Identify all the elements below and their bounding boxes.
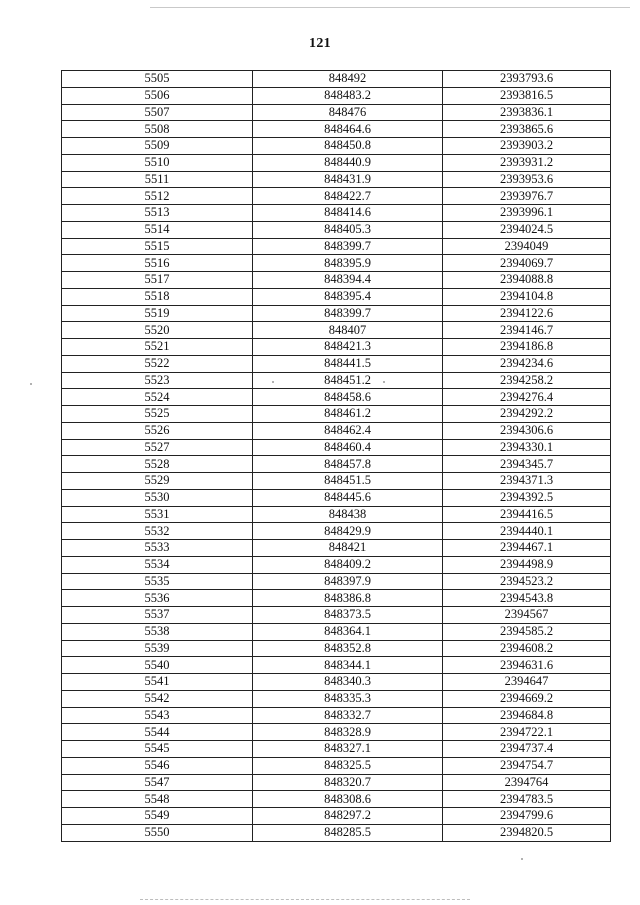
point-number-cell: 5543 bbox=[62, 707, 253, 724]
x-coordinate-cell: 848421.3 bbox=[253, 339, 443, 356]
point-number-cell: 5545 bbox=[62, 741, 253, 758]
point-number-cell: 5520 bbox=[62, 322, 253, 339]
table-row bbox=[62, 489, 611, 506]
x-coordinate-cell: 848422.7 bbox=[253, 188, 443, 205]
y-coordinate-cell: 2394392.5 bbox=[443, 489, 611, 506]
page-number: 121 bbox=[309, 36, 331, 51]
y-coordinate-cell: 2394186.8 bbox=[443, 339, 611, 356]
table-row bbox=[62, 422, 611, 439]
y-coordinate-cell: 2394345.7 bbox=[443, 456, 611, 473]
x-coordinate-cell: 848451.2 bbox=[253, 372, 443, 389]
table-row bbox=[62, 607, 611, 624]
table-row bbox=[62, 154, 611, 171]
table-row bbox=[62, 741, 611, 758]
x-coordinate-cell: 848464.6 bbox=[253, 121, 443, 138]
table-row bbox=[62, 623, 611, 640]
x-coordinate-cell: 848352.8 bbox=[253, 640, 443, 657]
y-coordinate-cell: 2394467.1 bbox=[443, 540, 611, 557]
point-number-cell: 5510 bbox=[62, 154, 253, 171]
table-row bbox=[62, 406, 611, 423]
y-coordinate-cell: 2394330.1 bbox=[443, 439, 611, 456]
table-row bbox=[62, 473, 611, 490]
table-row bbox=[62, 674, 611, 691]
x-coordinate-cell: 848399.7 bbox=[253, 238, 443, 255]
x-coordinate-cell: 848386.8 bbox=[253, 590, 443, 607]
x-coordinate-cell: 848340.3 bbox=[253, 674, 443, 691]
table-row bbox=[62, 439, 611, 456]
point-number-cell: 5516 bbox=[62, 255, 253, 272]
x-coordinate-cell: 848450.8 bbox=[253, 138, 443, 155]
point-number-cell: 5518 bbox=[62, 288, 253, 305]
point-number-cell: 5532 bbox=[62, 523, 253, 540]
x-coordinate-cell: 848395.9 bbox=[253, 255, 443, 272]
x-coordinate-cell: 848440.9 bbox=[253, 154, 443, 171]
table-row bbox=[62, 205, 611, 222]
table-row bbox=[62, 121, 611, 138]
point-number-cell: 5542 bbox=[62, 690, 253, 707]
scan-edge-line-top bbox=[150, 7, 630, 8]
point-number-cell: 5540 bbox=[62, 657, 253, 674]
y-coordinate-cell: 2394799.6 bbox=[443, 808, 611, 825]
y-coordinate-cell: 2394234.6 bbox=[443, 355, 611, 372]
point-number-cell: 5534 bbox=[62, 556, 253, 573]
y-coordinate-cell: 2394608.2 bbox=[443, 640, 611, 657]
y-coordinate-cell: 2393836.1 bbox=[443, 104, 611, 121]
table-row bbox=[62, 774, 611, 791]
point-number-cell: 5525 bbox=[62, 406, 253, 423]
point-number-cell: 5513 bbox=[62, 205, 253, 222]
x-coordinate-cell: 848297.2 bbox=[253, 808, 443, 825]
y-coordinate-cell: 2394684.8 bbox=[443, 707, 611, 724]
point-number-cell: 5535 bbox=[62, 573, 253, 590]
table-row bbox=[62, 104, 611, 121]
y-coordinate-cell: 2393976.7 bbox=[443, 188, 611, 205]
point-number-cell: 5521 bbox=[62, 339, 253, 356]
y-coordinate-cell: 2394585.2 bbox=[443, 623, 611, 640]
x-coordinate-cell: 848483.2 bbox=[253, 87, 443, 104]
point-number-cell: 5538 bbox=[62, 623, 253, 640]
x-coordinate-cell: 848431.9 bbox=[253, 171, 443, 188]
point-number-cell: 5508 bbox=[62, 121, 253, 138]
table-row bbox=[62, 573, 611, 590]
y-coordinate-cell: 2394754.7 bbox=[443, 757, 611, 774]
table-row bbox=[62, 238, 611, 255]
point-number-cell: 5541 bbox=[62, 674, 253, 691]
point-number-cell: 5505 bbox=[62, 71, 253, 88]
y-coordinate-cell: 2393903.2 bbox=[443, 138, 611, 155]
point-number-cell: 5509 bbox=[62, 138, 253, 155]
table-row bbox=[62, 355, 611, 372]
table-row bbox=[62, 456, 611, 473]
x-coordinate-cell: 848438 bbox=[253, 506, 443, 523]
table-row bbox=[62, 506, 611, 523]
point-number-cell: 5512 bbox=[62, 188, 253, 205]
x-coordinate-cell: 848325.5 bbox=[253, 757, 443, 774]
point-number-cell: 5529 bbox=[62, 473, 253, 490]
y-coordinate-cell: 2394276.4 bbox=[443, 389, 611, 406]
x-coordinate-cell: 848462.4 bbox=[253, 422, 443, 439]
point-number-cell: 5511 bbox=[62, 171, 253, 188]
x-coordinate-cell: 848397.9 bbox=[253, 573, 443, 590]
y-coordinate-cell: 2394783.5 bbox=[443, 791, 611, 808]
point-number-cell: 5528 bbox=[62, 456, 253, 473]
point-number-cell: 5507 bbox=[62, 104, 253, 121]
table-row bbox=[62, 640, 611, 657]
scan-edge-line-bottom bbox=[140, 899, 470, 900]
point-number-cell: 5522 bbox=[62, 355, 253, 372]
table-row bbox=[62, 255, 611, 272]
point-number-cell: 5530 bbox=[62, 489, 253, 506]
y-coordinate-cell: 2394258.2 bbox=[443, 372, 611, 389]
x-coordinate-cell: 848458.6 bbox=[253, 389, 443, 406]
y-coordinate-cell: 2394737.4 bbox=[443, 741, 611, 758]
y-coordinate-cell: 2393931.2 bbox=[443, 154, 611, 171]
x-coordinate-cell: 848395.4 bbox=[253, 288, 443, 305]
point-number-cell: 5533 bbox=[62, 540, 253, 557]
point-number-cell: 5526 bbox=[62, 422, 253, 439]
x-coordinate-cell: 848429.9 bbox=[253, 523, 443, 540]
point-number-cell: 5549 bbox=[62, 808, 253, 825]
table-row bbox=[62, 757, 611, 774]
x-coordinate-cell: 848285.5 bbox=[253, 824, 443, 841]
table-row bbox=[62, 389, 611, 406]
x-coordinate-cell: 848373.5 bbox=[253, 607, 443, 624]
y-coordinate-cell: 2394049 bbox=[443, 238, 611, 255]
table-row bbox=[62, 540, 611, 557]
table-row bbox=[62, 556, 611, 573]
x-coordinate-cell: 848441.5 bbox=[253, 355, 443, 372]
table-row bbox=[62, 138, 611, 155]
y-coordinate-cell: 2394764 bbox=[443, 774, 611, 791]
x-coordinate-cell: 848457.8 bbox=[253, 456, 443, 473]
x-coordinate-cell: 848421 bbox=[253, 540, 443, 557]
table-row bbox=[62, 523, 611, 540]
y-coordinate-cell: 2394498.9 bbox=[443, 556, 611, 573]
x-coordinate-cell: 848476 bbox=[253, 104, 443, 121]
x-coordinate-cell: 848405.3 bbox=[253, 221, 443, 238]
y-coordinate-cell: 2394567 bbox=[443, 607, 611, 624]
table-row bbox=[62, 590, 611, 607]
y-coordinate-cell: 2394146.7 bbox=[443, 322, 611, 339]
point-number-cell: 5514 bbox=[62, 221, 253, 238]
y-coordinate-cell: 2394523.2 bbox=[443, 573, 611, 590]
y-coordinate-cell: 2393793.6 bbox=[443, 71, 611, 88]
x-coordinate-cell: 848320.7 bbox=[253, 774, 443, 791]
table-row bbox=[62, 305, 611, 322]
x-coordinate-cell: 848407 bbox=[253, 322, 443, 339]
x-coordinate-cell: 848414.6 bbox=[253, 205, 443, 222]
point-number-cell: 5547 bbox=[62, 774, 253, 791]
point-number-cell: 5506 bbox=[62, 87, 253, 104]
table-row bbox=[62, 339, 611, 356]
point-number-cell: 5524 bbox=[62, 389, 253, 406]
y-coordinate-cell: 2394416.5 bbox=[443, 506, 611, 523]
x-coordinate-cell: 848460.4 bbox=[253, 439, 443, 456]
point-number-cell: 5536 bbox=[62, 590, 253, 607]
point-number-cell: 5544 bbox=[62, 724, 253, 741]
y-coordinate-cell: 2394440.1 bbox=[443, 523, 611, 540]
point-number-cell: 5531 bbox=[62, 506, 253, 523]
x-coordinate-cell: 848328.9 bbox=[253, 724, 443, 741]
y-coordinate-cell: 2393865.6 bbox=[443, 121, 611, 138]
table-row bbox=[62, 372, 611, 389]
table-row bbox=[62, 171, 611, 188]
x-coordinate-cell: 848344.1 bbox=[253, 657, 443, 674]
point-number-cell: 5550 bbox=[62, 824, 253, 841]
table-row bbox=[62, 808, 611, 825]
x-coordinate-cell: 848335.3 bbox=[253, 690, 443, 707]
point-number-cell: 5527 bbox=[62, 439, 253, 456]
table-row bbox=[62, 71, 611, 88]
y-coordinate-cell: 2393996.1 bbox=[443, 205, 611, 222]
y-coordinate-cell: 2394069.7 bbox=[443, 255, 611, 272]
x-coordinate-cell: 848445.6 bbox=[253, 489, 443, 506]
point-number-cell: 5523 bbox=[62, 372, 253, 389]
scan-speck bbox=[30, 383, 32, 385]
x-coordinate-cell: 848332.7 bbox=[253, 707, 443, 724]
table-row bbox=[62, 791, 611, 808]
x-coordinate-cell: 848394.4 bbox=[253, 272, 443, 289]
coordinates-table-body bbox=[62, 71, 611, 842]
x-coordinate-cell: 848308.6 bbox=[253, 791, 443, 808]
y-coordinate-cell: 2394631.6 bbox=[443, 657, 611, 674]
scan-speck bbox=[521, 858, 523, 860]
table-row bbox=[62, 288, 611, 305]
y-coordinate-cell: 2393953.6 bbox=[443, 171, 611, 188]
x-coordinate-cell: 848451.5 bbox=[253, 473, 443, 490]
x-coordinate-cell: 848327.1 bbox=[253, 741, 443, 758]
table-row bbox=[62, 724, 611, 741]
x-coordinate-cell: 848461.2 bbox=[253, 406, 443, 423]
table-row bbox=[62, 690, 611, 707]
x-coordinate-cell: 848399.7 bbox=[253, 305, 443, 322]
y-coordinate-cell: 2394669.2 bbox=[443, 690, 611, 707]
y-coordinate-cell: 2394024.5 bbox=[443, 221, 611, 238]
point-number-cell: 5519 bbox=[62, 305, 253, 322]
y-coordinate-cell: 2393816.5 bbox=[443, 87, 611, 104]
y-coordinate-cell: 2394543.8 bbox=[443, 590, 611, 607]
x-coordinate-cell: 848364.1 bbox=[253, 623, 443, 640]
point-number-cell: 5546 bbox=[62, 757, 253, 774]
y-coordinate-cell: 2394820.5 bbox=[443, 824, 611, 841]
point-number-cell: 5548 bbox=[62, 791, 253, 808]
table-row bbox=[62, 188, 611, 205]
y-coordinate-cell: 2394292.2 bbox=[443, 406, 611, 423]
table-row bbox=[62, 272, 611, 289]
point-number-cell: 5537 bbox=[62, 607, 253, 624]
y-coordinate-cell: 2394306.6 bbox=[443, 422, 611, 439]
point-number-cell: 5517 bbox=[62, 272, 253, 289]
table-row bbox=[62, 824, 611, 841]
y-coordinate-cell: 2394088.8 bbox=[443, 272, 611, 289]
table-row bbox=[62, 657, 611, 674]
point-number-cell: 5515 bbox=[62, 238, 253, 255]
table-row bbox=[62, 87, 611, 104]
coordinates-table bbox=[61, 70, 611, 842]
table-row bbox=[62, 322, 611, 339]
table-row bbox=[62, 221, 611, 238]
y-coordinate-cell: 2394722.1 bbox=[443, 724, 611, 741]
x-coordinate-cell: 848492 bbox=[253, 71, 443, 88]
y-coordinate-cell: 2394104.8 bbox=[443, 288, 611, 305]
x-coordinate-cell: 848409.2 bbox=[253, 556, 443, 573]
point-number-cell: 5539 bbox=[62, 640, 253, 657]
y-coordinate-cell: 2394371.3 bbox=[443, 473, 611, 490]
table-row bbox=[62, 707, 611, 724]
y-coordinate-cell: 2394647 bbox=[443, 674, 611, 691]
y-coordinate-cell: 2394122.6 bbox=[443, 305, 611, 322]
